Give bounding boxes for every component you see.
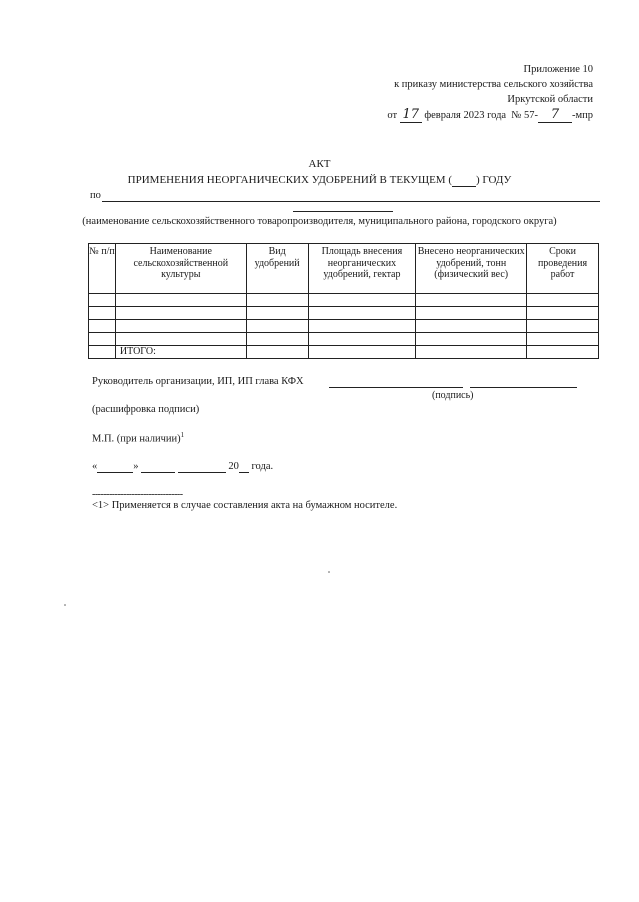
date-line bbox=[92, 461, 273, 473]
total-label: ИТОГО: bbox=[115, 346, 246, 359]
order-number-prefix: № 57- bbox=[511, 110, 538, 121]
date-month-blank-1[interactable] bbox=[141, 461, 175, 473]
order-date-number bbox=[387, 107, 593, 123]
region-name: Иркутской области bbox=[507, 94, 593, 105]
order-month-year: февраля 2023 года bbox=[424, 110, 507, 121]
col-header-applied: Внесено неорганических удобрений, тонн (физический вес) bbox=[416, 244, 527, 294]
table-cell[interactable] bbox=[416, 320, 527, 333]
name-signature-line[interactable] bbox=[329, 387, 463, 388]
table-cell[interactable] bbox=[115, 333, 246, 346]
order-number-suffix: -мпр bbox=[571, 110, 593, 121]
organization-caption: (наименование сельскохозяйственного товаропроизводителя, муниципального района, городского округа) bbox=[82, 216, 557, 227]
footnote-text: <1> Применяется в случае составления акта на бумажном носителе. bbox=[92, 500, 398, 511]
table-row bbox=[89, 320, 599, 333]
table-header-row bbox=[89, 244, 599, 294]
table-cell[interactable] bbox=[416, 333, 527, 346]
date-day-blank[interactable] bbox=[97, 461, 133, 473]
footnote-separator: -------------------------------- bbox=[92, 489, 183, 500]
table-cell[interactable] bbox=[527, 320, 599, 333]
year-suffix: года. bbox=[248, 461, 274, 472]
order-reference: к приказу министерства сельского хозяйства bbox=[394, 79, 593, 90]
close-quote: » bbox=[133, 461, 139, 472]
table-cell[interactable] bbox=[416, 307, 527, 320]
table-cell[interactable] bbox=[246, 333, 308, 346]
col-header-area: Площадь внесения неорганических удобрений, гектар bbox=[308, 244, 416, 294]
signature-line[interactable] bbox=[470, 387, 577, 388]
table-cell[interactable] bbox=[308, 294, 416, 307]
appendix-label: Приложение 10 bbox=[523, 64, 593, 75]
footnote-mark: 1 bbox=[180, 431, 185, 439]
scan-speck bbox=[328, 571, 330, 573]
table-cell[interactable] bbox=[89, 333, 116, 346]
table-cell[interactable] bbox=[527, 307, 599, 320]
act-title: АКТ bbox=[308, 158, 331, 170]
from-prefix: от bbox=[387, 110, 398, 121]
table-cell[interactable] bbox=[246, 320, 308, 333]
po-label: по bbox=[90, 190, 101, 201]
table-cell[interactable] bbox=[308, 307, 416, 320]
table-cell[interactable] bbox=[89, 294, 116, 307]
scan-speck bbox=[64, 604, 66, 606]
table-total-row bbox=[89, 346, 599, 359]
table-cell[interactable] bbox=[527, 333, 599, 346]
table-row bbox=[89, 294, 599, 307]
table-cell[interactable] bbox=[246, 294, 308, 307]
table-cell[interactable] bbox=[115, 307, 246, 320]
organization-short-line bbox=[293, 211, 393, 212]
open-quote: « bbox=[92, 461, 98, 472]
table-cell[interactable] bbox=[416, 294, 527, 307]
act-subtitle-after: ) ГОДУ bbox=[476, 174, 512, 186]
stamp-label bbox=[92, 431, 184, 445]
order-day: 17 bbox=[400, 107, 422, 123]
col-header-number: № п/п bbox=[89, 244, 116, 294]
table-cell bbox=[89, 346, 116, 359]
year-prefix: 20 bbox=[228, 461, 239, 472]
table-cell[interactable] bbox=[89, 320, 116, 333]
order-header bbox=[387, 62, 593, 123]
organization-line bbox=[90, 190, 600, 204]
signature-decoding: (расшифровка подписи) bbox=[92, 404, 200, 415]
stamp-label-text: М.П. (при наличии) bbox=[92, 433, 181, 445]
act-subtitle bbox=[0, 174, 639, 187]
table-cell[interactable] bbox=[115, 294, 246, 307]
table-cell[interactable] bbox=[416, 346, 527, 359]
fertilizer-table bbox=[88, 243, 599, 359]
table-row bbox=[89, 333, 599, 346]
signature-caption: (подпись) bbox=[432, 390, 474, 401]
organization-fill-line bbox=[102, 201, 600, 202]
year-blank[interactable] bbox=[239, 461, 249, 473]
act-subtitle-before: ПРИМЕНЕНИЯ НЕОРГАНИЧЕСКИХ УДОБРЕНИЙ В ТЕКУЩЕМ ( bbox=[127, 174, 452, 186]
table-row bbox=[89, 307, 599, 320]
table-cell[interactable] bbox=[527, 294, 599, 307]
col-header-dates: Сроки проведения работ bbox=[527, 244, 599, 294]
table-cell[interactable] bbox=[308, 346, 416, 359]
table-cell[interactable] bbox=[308, 333, 416, 346]
current-year-blank bbox=[452, 174, 476, 187]
table-cell[interactable] bbox=[246, 346, 308, 359]
col-header-crop: Наименование сельскохозяйственной культуры bbox=[115, 244, 246, 294]
order-number-value: 7 bbox=[538, 107, 572, 123]
table-cell[interactable] bbox=[89, 307, 116, 320]
table-cell[interactable] bbox=[115, 320, 246, 333]
table-cell[interactable] bbox=[246, 307, 308, 320]
head-label: Руководитель организации, ИП, ИП глава КФХ bbox=[92, 376, 304, 387]
table-cell[interactable] bbox=[308, 320, 416, 333]
date-month-blank-2[interactable] bbox=[178, 461, 226, 473]
table-cell[interactable] bbox=[527, 346, 599, 359]
col-header-fertilizer-type: Вид удобрений bbox=[246, 244, 308, 294]
